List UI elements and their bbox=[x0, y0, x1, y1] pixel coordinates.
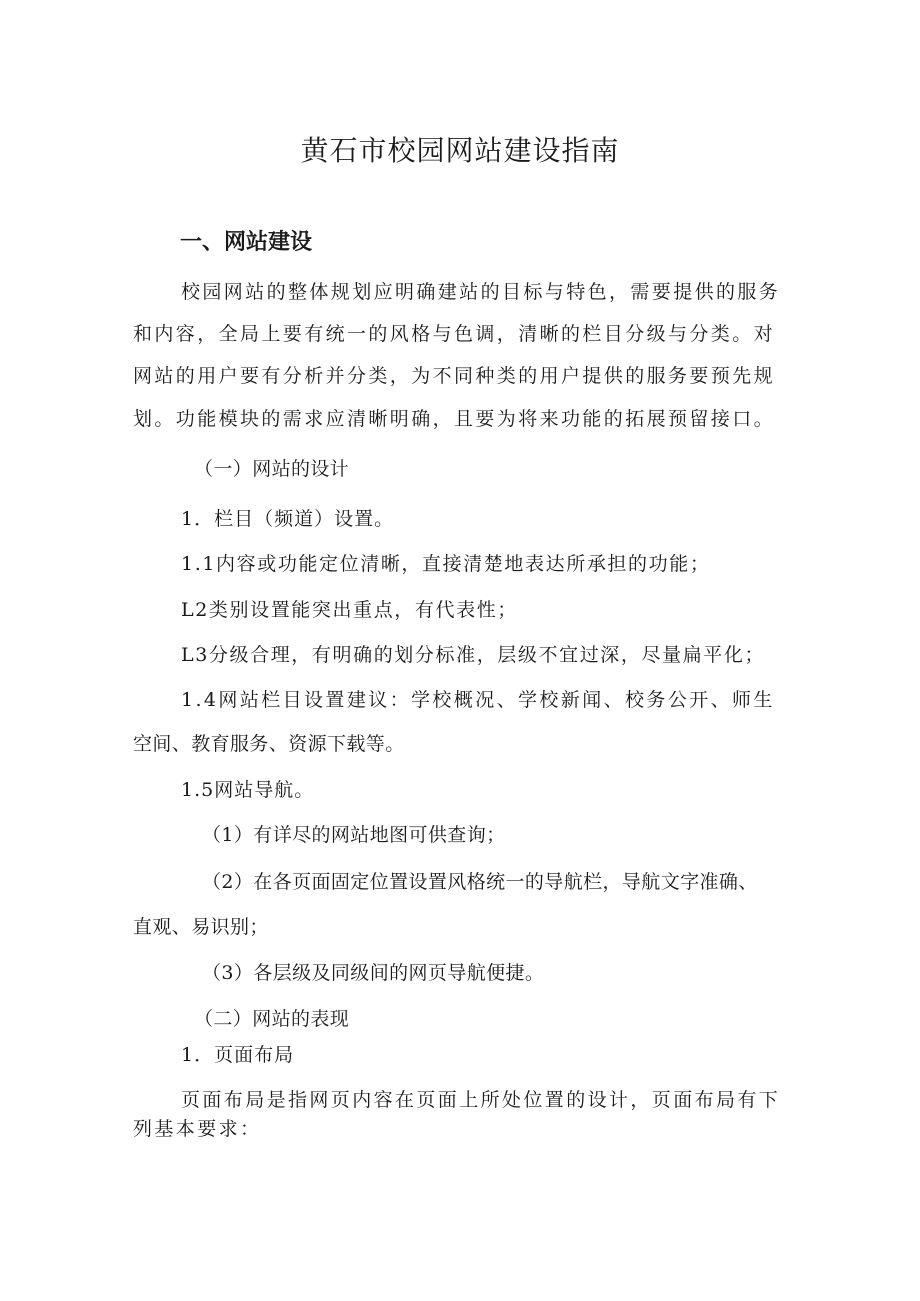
subsection-heading-design: （一）网站的设计 bbox=[194, 458, 350, 480]
list-item: 1.4网站栏目设置建议：学校概况、学校新闻、校务公开、师生 bbox=[181, 689, 775, 711]
intro-paragraph-line: 网站的用户要有分析并分类，为不同种类的用户提供的服务要预先规 bbox=[133, 365, 776, 387]
layout-paragraph-line: 页面布局是指网页内容在页面上所处位置的设计，页面布局有下 bbox=[181, 1089, 781, 1111]
subsection-heading-presentation: （二）网站的表现 bbox=[194, 1008, 350, 1030]
list-item-continuation: 空间、教育服务、资源下载等。 bbox=[133, 733, 405, 755]
nav-requirement-continuation: 直观、易识别； bbox=[133, 916, 269, 938]
list-item: L3分级合理，有明确的划分标准，层级不宜过深，尽量扁平化； bbox=[181, 644, 766, 666]
document-title: 黄石市校园网站建设指南 bbox=[300, 134, 620, 167]
list-item: 1.5网站导航。 bbox=[181, 779, 315, 801]
intro-paragraph-line: 和内容，全局上要有统一的风格与色调，清晰的栏目分级与分类。对 bbox=[133, 323, 776, 345]
layout-paragraph-line: 列基本要求： bbox=[133, 1118, 262, 1140]
list-item: 1．页面布局 bbox=[181, 1044, 295, 1066]
intro-paragraph-line: 校园网站的整体规划应明确建站的目标与特色，需要提供的服务 bbox=[181, 281, 781, 303]
intro-paragraph-line: 划。功能模块的需求应清晰明确，且要为将来功能的拓展预留接口。 bbox=[133, 408, 776, 430]
nav-requirement: （3）各层级及同级间的网页导航便捷。 bbox=[202, 962, 545, 984]
nav-requirement: （1）有详尽的网站地图可供查询； bbox=[202, 824, 506, 846]
list-item: L2类别设置能突出重点，有代表性； bbox=[181, 599, 518, 621]
list-item: 1．栏目（频道）设置。 bbox=[181, 508, 395, 530]
section-heading-website-construction: 一、网站建设 bbox=[180, 230, 313, 255]
list-item: 1.1内容或功能定位清晰，直接清楚地表达所承担的功能； bbox=[181, 553, 711, 575]
nav-requirement: （2）在各页面固定位置设置风格统一的导航栏，导航文字准确、 bbox=[202, 871, 758, 893]
